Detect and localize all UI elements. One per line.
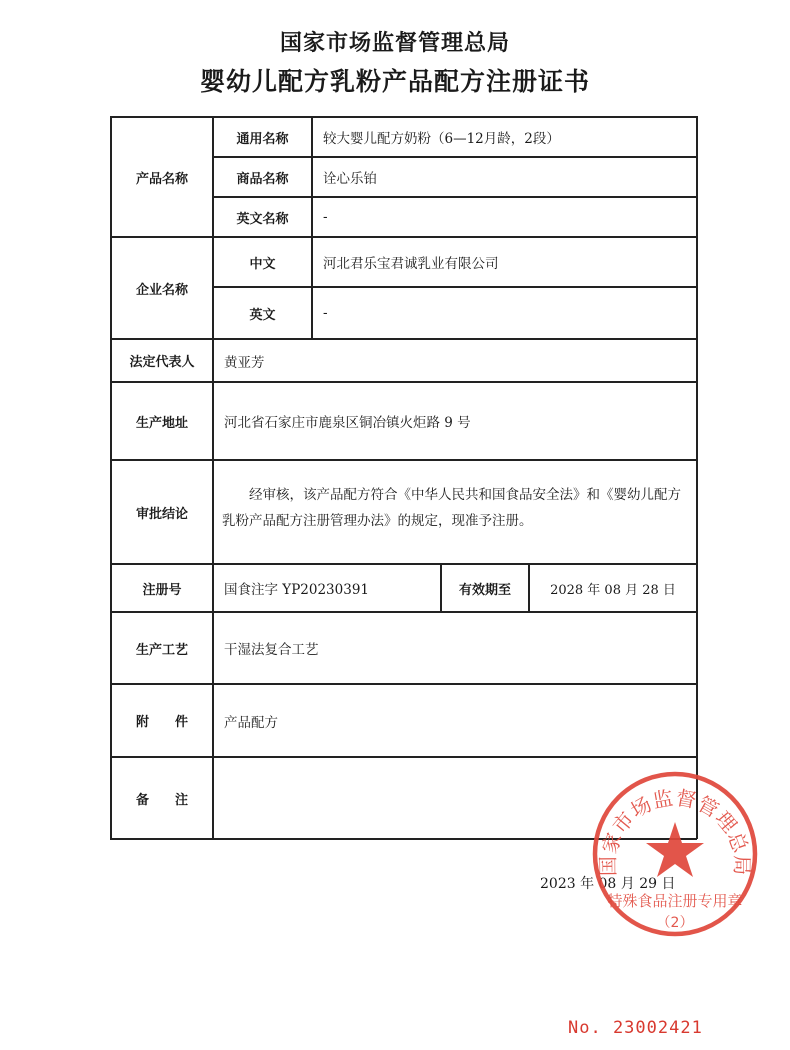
issue-date: 2023 年 08 月 29 日 [540, 876, 676, 892]
attachment-value: 产品配方 [224, 714, 278, 731]
registration-number-label: 注册号 [142, 582, 182, 598]
production-address-value: 河北省石家庄市鹿泉区铜冶镇火炬路 9 号 [224, 415, 471, 431]
attachment-label: 附 件 [135, 715, 188, 730]
issuing-authority: 国家市场监督管理总局 [279, 30, 510, 56]
legal-representative-label: 法定代表人 [129, 355, 195, 370]
enterprise-chinese-label: 中文 [249, 256, 276, 272]
seal-star-icon [646, 822, 704, 877]
brand-name-label: 商品名称 [236, 171, 289, 187]
enterprise-chinese-value: 河北君乐宝君诚乳业有限公司 [323, 256, 499, 272]
enterprise-english-label: 英文 [249, 307, 276, 323]
official-seal [590, 764, 760, 944]
common-name-label: 通用名称 [236, 131, 289, 147]
production-process-value: 干湿法复合工艺 [224, 642, 319, 658]
validity-label: 有效期至 [458, 582, 511, 598]
production-process-label: 生产工艺 [135, 642, 188, 658]
seal-number: （2） [656, 915, 694, 931]
certificate-title: 婴幼儿配方乳粉产品配方注册证书 [199, 67, 590, 96]
remarks-label: 备 注 [135, 792, 188, 808]
approval-conclusion-text: 经审核，该产品配方符合《中华人民共和国食品安全法》和《婴幼儿配方乳粉产品配方注册管理办法》的规定，现准予注册。 [222, 487, 681, 529]
brand-name-value: 诠心乐铂 [323, 171, 377, 187]
registration-number-value: 国食注字 YP20230391 [224, 582, 369, 598]
validity-value: 2028 年 08 月 28 日 [550, 582, 676, 598]
seal-bottom-text: 特殊食品注册专用章 [607, 892, 743, 910]
product-name-label: 产品名称 [135, 171, 188, 187]
enterprise-name-label: 企业名称 [135, 282, 188, 298]
enterprise-english-value: - [323, 305, 328, 321]
approval-conclusion-label: 审批结论 [135, 506, 188, 522]
seal-arc-text: 国家市场监督管理总局 [595, 785, 755, 877]
production-address-label: 生产地址 [135, 415, 188, 431]
legal-representative-value: 黄亚芳 [224, 354, 265, 371]
serial-number: No. 23002421 [568, 1018, 703, 1038]
english-name-label: 英文名称 [236, 211, 289, 227]
english-name-value: - [323, 209, 328, 225]
common-name-value: 较大婴儿配方奶粉（6—12月龄，2段） [323, 131, 560, 147]
